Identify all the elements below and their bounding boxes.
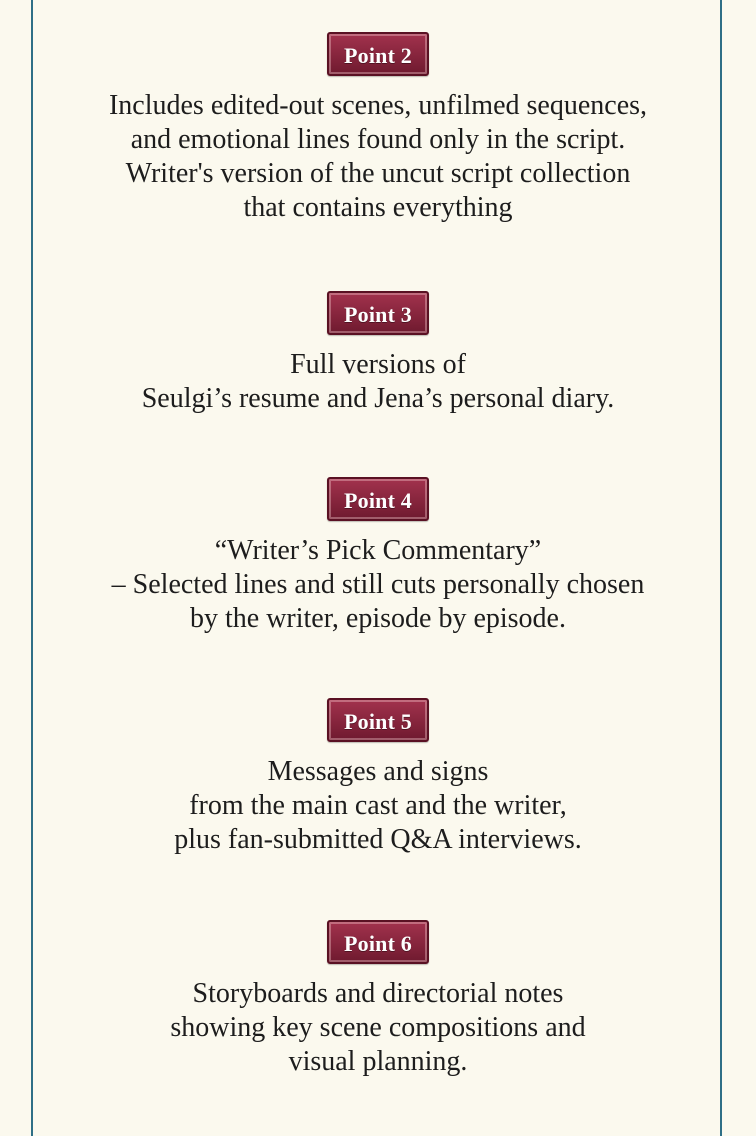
point-5-section [0,698,756,857]
point-5-description [0,755,756,857]
point-6-badge: Point 6 [327,920,429,964]
description-line: visual planning. [288,1046,468,1077]
description-line: Storyboards and directorial notes [192,978,564,1009]
description-line: “Writer’s Pick Commentary” [214,535,542,566]
description-line: and emotional lines found only in the script. [130,124,626,155]
description-line: plus fan-submitted Q&A interviews. [174,824,582,855]
point-3-badge: Point 3 [327,291,429,335]
description-line: Seulgi’s resume and Jena’s personal diary. [141,383,615,414]
description-line: – Selected lines and still cuts personally chosen [111,569,645,600]
description-line: Messages and signs [267,756,489,787]
description-line: Includes edited-out scenes, unfilmed sequences, [108,90,648,121]
point-2-section [0,32,756,225]
point-6-description [0,977,756,1079]
point-6-section [0,920,756,1079]
point-2-badge: Point 2 [327,32,429,76]
point-2-description [0,89,756,225]
description-line: showing key scene compositions and [170,1012,586,1043]
point-4-section [0,477,756,636]
point-3-description [0,348,756,416]
point-3-section [0,291,756,416]
point-4-badge: Point 4 [327,477,429,521]
description-line: from the main cast and the writer, [189,790,567,821]
description-line: by the writer, episode by episode. [189,603,566,634]
point-5-badge: Point 5 [327,698,429,742]
description-line: Full versions of [290,349,466,380]
description-line: Writer's version of the uncut script collection [125,158,631,189]
description-line: that contains everything [243,192,513,223]
point-4-description [0,534,756,636]
